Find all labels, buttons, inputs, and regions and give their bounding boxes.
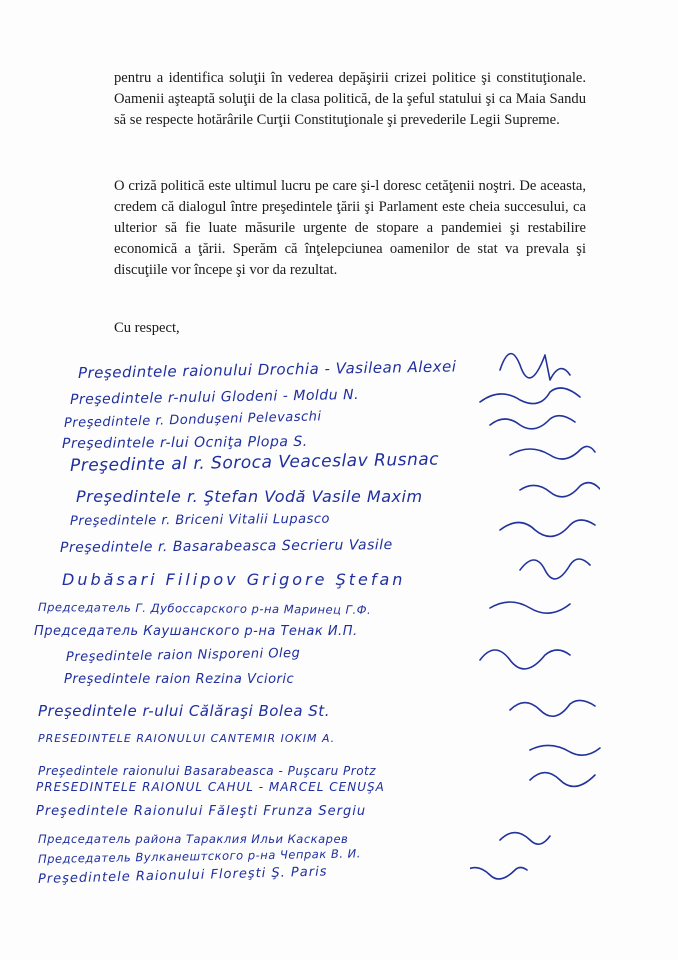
signature-line-8: Preşedintele r. Basarabeasca Secrieru Vasile [59,537,393,556]
signature-line-16: Preşedintele raionului Basarabeasca - Puşcaru Protz [38,764,377,778]
signature-line-10: Председатель Г. Дубоссарского р-на Маринец Г.Ф. [37,600,372,617]
signature-line-18: Preşedintele Raionului Făleşti Frunza Sergiu [36,804,367,819]
signature-line-15: PRESEDINTELE RAIONULUI CANTEMIR IOKIM A. [38,732,336,745]
paragraph-2-line: ulterior să fie luate măsurile urgente de stopare a pandemiei şi restabilire [114,220,586,236]
signature-line-4: Preşedintele r-lui Ocniţa Plopa S. [61,433,308,452]
paragraph-2-line: economică a ţării. Sperăm că înţelepciunea oamenilor de stat va prevala şi [114,241,586,257]
signature-line-9: Dubăsari Filipov Grigore Ştefan [62,570,406,589]
signature-line-19: Председатель района Тараклия Ильи Каскарев [38,832,349,846]
signature-line-14: Preşedintele r-ului Călăraşi Bolea St. [38,702,330,720]
signature-scribbles-right [470,330,600,630]
signature-line-7: Preşedintele r. Briceni Vitalii Lupasco [69,511,330,529]
paragraph-2-line: discuţiile vor începe şi vor da rezultat. [114,262,338,278]
signature-line-17: PRESEDINTELE RAIONUL CAHUL - MARCEL CENUŞA [36,780,385,794]
signature-line-3: Preşedintele r. Donduşeni Pelevaschi [63,409,322,431]
signature-line-6: Preşedintele r. Ştefan Vodă Vasile Maxim [76,487,423,506]
closing-salutation: Cu respect, [114,320,180,336]
paragraph-1-line: să se respecte hotărârile Curţii Constituţionale şi prevederile Legii Supreme. [114,112,560,128]
signature-line-20: Председатель Вулканештского р-на Чепрак В. И. [37,846,361,866]
signature-line-2: Preşedintele r-nului Glodeni - Moldu N. [69,386,360,408]
signature-line-12: Preşedintele raion Nisporeni Oleg [65,645,301,665]
signature-line-1: Preşedintele raionului Drochia - Vasilean Alexei [77,357,457,382]
signature-line-11: Председатель Каушанского р-на Тенак И.П. [34,624,358,639]
paragraph-2-line: credem că dialogul între preşedintele ţării şi Parlament este cheia succesului, ca [114,199,586,215]
paragraph-1-line: pentru a identifica soluţii în vederea depăşirii crizei politice şi constituţionale. [114,70,586,86]
paragraph-2-line: O criză politică este ultimul lucru pe care şi-l doresc cetăţenii noştri. De aceasta, [114,178,586,194]
signature-line-13: Preşedintele raion Rezina Vcioric [64,672,295,687]
signature-line-21: Preşedintele Raionului Floreşti Ş. Paris [37,864,328,887]
signature-line-5: Preşedinte al r. Soroca Veaceslav Rusnac [69,449,440,476]
paragraph-1-line: Oamenii aşteaptă soluţii de la clasa politică, de la şeful statului şi ca Maia Sandu [114,91,586,107]
signature-scribbles-lower [470,640,630,900]
